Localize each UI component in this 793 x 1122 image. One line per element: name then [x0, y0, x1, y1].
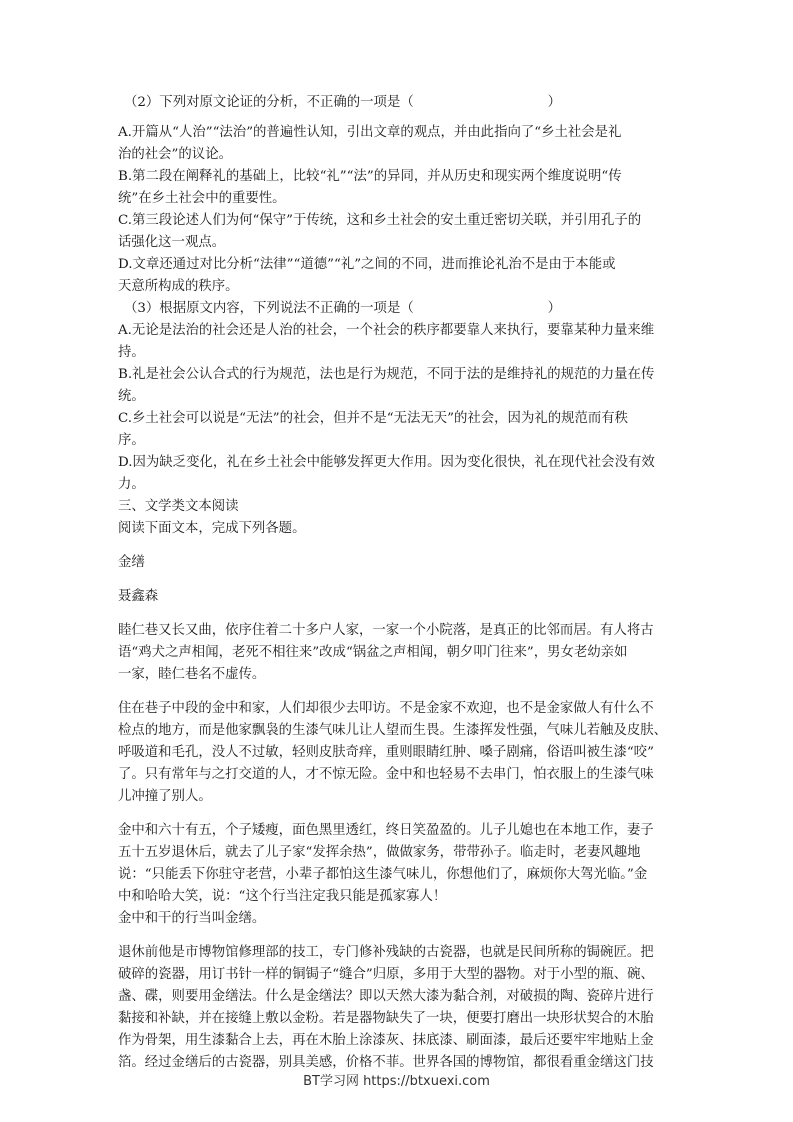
- paragraph-line: 睦仁巷又长又曲，依序住着二十多户人家，一家一个小院落，是真正的比邻而居。有人将古: [118, 623, 654, 638]
- paragraph-line: 破碎的瓷器，用订书针一样的铜锔子“缝合”归原，多用于大型的器物。对于小型的瓶、碗、: [118, 967, 654, 982]
- q3-option-b-line2: 统。: [118, 389, 145, 404]
- q3-option-d-line2: 力。: [118, 477, 145, 492]
- footer-watermark: BT学习网 https://btxuexi.com: [303, 1074, 490, 1089]
- paragraph-line: 了。只有常年与之打交道的人，才不惊无险。金中和也轻易不去串门，怕衣服上的生漆气味: [118, 767, 654, 782]
- paragraph-line: 金中和六十有五，个子矮瘦，面色黑里透红，终日笑盈盈的。儿子儿媳也在本地工作，妻子: [118, 823, 654, 838]
- paragraph-3: [118, 820, 680, 930]
- q2-option-a-line1: A.开篇从“人治”“法治”的普遍性认知，引出文章的观点，并由此指向了“乡土社会是礼: [118, 125, 622, 140]
- q2-option-a-line2: 治的社会”的议论。: [118, 147, 232, 162]
- q2-option-b-line2: 统”在乡土社会中的重要性。: [118, 191, 286, 206]
- q2-option-d-line2: 天意所构成的秩序。: [118, 279, 239, 294]
- paragraph-line: 箔。经过金缮后的古瓷器，别具美感，价格不菲。世界各国的博物馆，都很看重金缮这门技: [118, 1055, 654, 1070]
- q2-option-b-line1: B.第二段在阐释礼的基础上，比较“礼”“法”的异同，并从历史和现实两个维度说明“传: [118, 169, 622, 184]
- paragraph-line: 语“鸡犬之声相闻，老死不相往来”改成“锅盆之声相闻，朝夕叩门往来”，男女老幼亲如: [118, 645, 628, 660]
- paragraph-line: 退休前他是市博物馆修理部的技工，专门修补残缺的古瓷器，也就是民间所称的锔碗匠。把: [118, 945, 654, 960]
- q3-option-c-line2: 序。: [118, 433, 145, 448]
- paragraph-line: 盏、碟，则要用金缮法。什么是金缮法？即以天然大漆为黏合剂，对破损的陶、瓷碎片进行: [118, 989, 654, 1004]
- q3-option-c-line1: C.乡土社会可以说是“无法”的社会，但并不是“无法无天”的社会，因为礼的规范而有秩: [118, 411, 629, 426]
- q3-option-b-line1: B.礼是社会公认合式的行为规范，法也是行为规范，不同于法的是维持礼的规范的力量在传: [118, 367, 655, 382]
- story-title: 金缮: [118, 555, 145, 570]
- q2-option-d-line1: D.文章还通过对比分析“法律”“道德”“礼”之间的不同，进而推论礼治不是由于本能或: [118, 257, 616, 272]
- question-2-stem: （2）下列对原文论证的分析，不正确的一项是（ ）: [124, 95, 562, 110]
- q2-option-c-line2: 话强化这一观点。: [118, 235, 226, 250]
- paragraph-line: 住在巷子中段的金中和家，人们却很少去叩访。不是金家不欢迎，也不是金家做人有什么不: [118, 701, 654, 716]
- paragraph-line: 作为骨架，用生漆黏合上去，再在木胎上涂漆灰、抹底漆、刷面漆，最后还要牢牢地贴上金: [118, 1033, 654, 1048]
- q3-option-a-line2: 持。: [118, 345, 145, 360]
- q3-option-a-line1: A.无论是法治的社会还是人治的社会，一个社会的秩序都要靠人来执行，要靠某种力量来维: [118, 323, 655, 338]
- story-author: 聂鑫森: [118, 589, 159, 604]
- section-instruction: 阅读下面文本，完成下列各题。: [118, 521, 306, 536]
- paragraph-5: [118, 942, 680, 1074]
- paragraph-line: 呼吸道和毛孔，没人不过敏，轻则皮肤奇痒，重则眼睛红肿、嗓子剧痛，俗语叫被生漆“咬”: [118, 745, 654, 760]
- document-body: [118, 92, 680, 1074]
- paragraph-2: [118, 698, 680, 808]
- paragraph-4: 金中和干的行当叫金缮。: [118, 911, 266, 926]
- question-3-stem: （3）根据原文内容，下列说法不正确的一项是（ ）: [124, 301, 562, 316]
- q2-option-c-line1: C.第三段论述人们为何“保守”于传统，这和乡土社会的安土重迁密切关联，并引用孔子的: [118, 213, 642, 228]
- q3-option-d-line1: D.因为缺乏变化，礼在乡土社会中能够发挥更大作用。因为变化很快，礼在现代社会没有效: [118, 455, 655, 470]
- paragraph-line: 说：“只能丢下你驻守老营，小辈子都怕这生漆气味儿，你想他们了，麻烦你大驾光临。”金: [118, 867, 648, 882]
- paragraph-line: 中和哈哈大笑，说：“这个行当注定我只能是孤家寡人！: [118, 889, 447, 904]
- paragraph-line: 一家，睦仁巷名不虚传。: [118, 667, 266, 682]
- paragraph-line: 五十五岁退休后，就去了儿子家“发挥余热”，做做家务，带带孙子。临走时，老妻风趣地: [118, 845, 641, 860]
- paragraph-line: 检点的地方，而是他家飘袅的生漆气味儿让人望而生畏。生漆挥发性强，气味儿若触及皮肤、: [118, 723, 668, 738]
- paragraph-line: 黏接和补缺，并在接缝上敷以金粉。若是器物缺失了一块，便要打磨出一块形状契合的木胎: [118, 1011, 654, 1026]
- paragraph-1: [118, 620, 680, 686]
- paragraph-line: 儿冲撞了别人。: [118, 789, 212, 804]
- section-heading: 三、文学类文本阅读: [118, 499, 239, 514]
